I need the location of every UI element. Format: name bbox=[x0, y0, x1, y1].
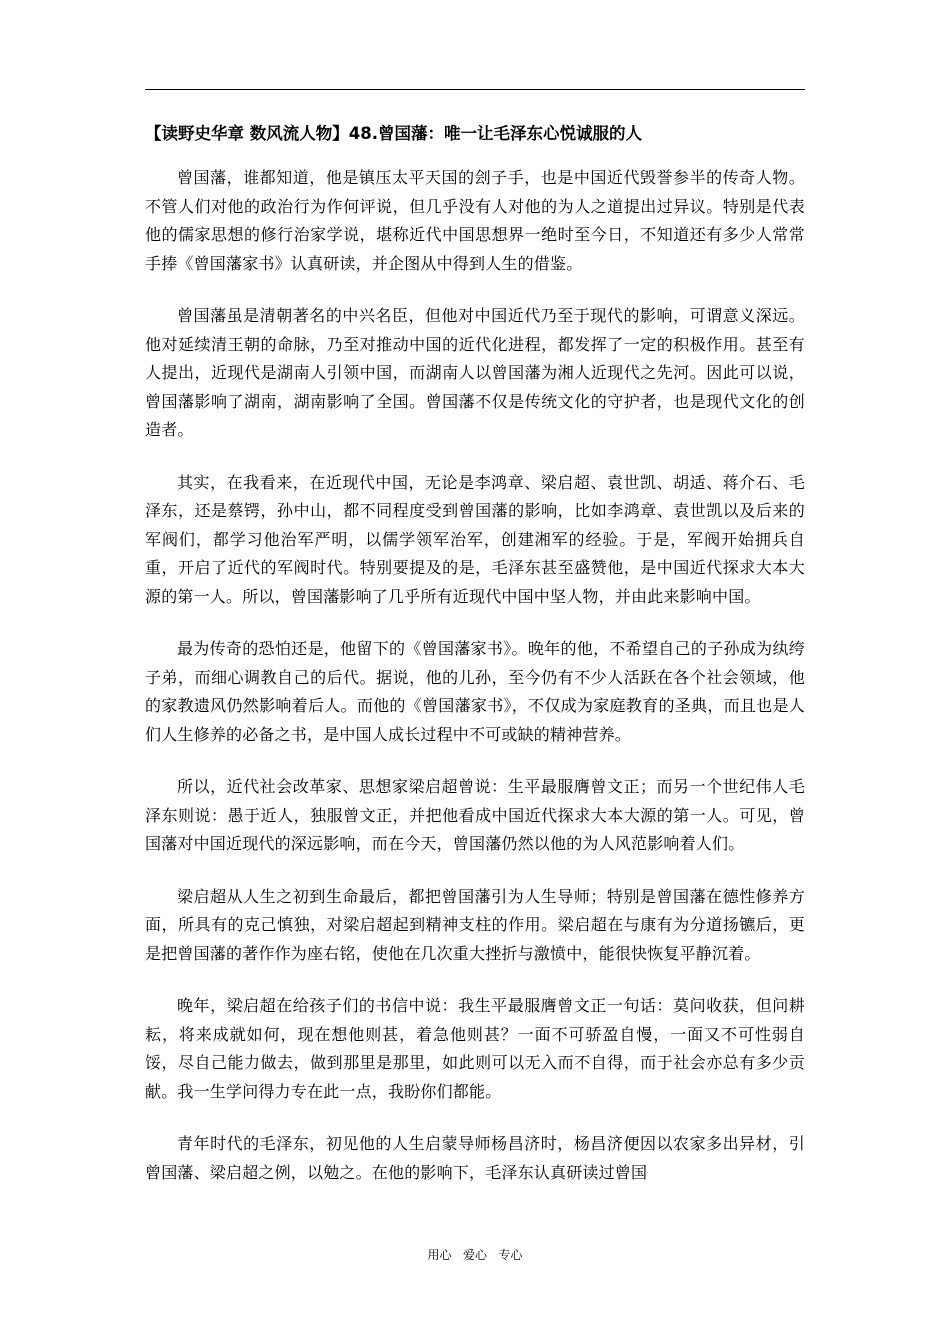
paragraph-4: 最为传奇的恐怕还是，他留下的《曾国藩家书》。晚年的他，不希望自己的子孙成为纨绔子弟，而细心调教自己的后代。据说，他的儿孙，至今仍有不少人活跃在各个社会领域，他的家教遗风仍然影响着后人。而他的《曾国藩家书》，不仅成为家庭教育的圣典，而且也是人们人生修养的必备之书，是中国人成长过程中不可或缺的精神营养。 bbox=[145, 639, 805, 744]
paragraph-2: 曾国藩虽是清朝著名的中兴名臣，但他对中国近代乃至于现代的影响，可谓意义深远。他对延续清王朝的命脉，乃至对推动中国的近代化进程，都发挥了一定的积极作用。甚至有人提出，近现代是湖南人引领中国，而湖南人以曾国藩为湘人近现代之先河。因此可以说，曾国藩影响了湖南，湖南影响了全国。曾国藩不仅是传统文化的守护者，也是现代文化的创造者。 bbox=[145, 306, 805, 439]
document-title: 【读野史华章 数风流人物】48.曾国藩：唯一让毛泽东心悦诚服的人 bbox=[145, 124, 642, 143]
paragraph-7: 晚年，梁启超在给孩子们的书信中说：我生平最服膺曾文正一句话：莫问收获，但问耕耘，将来成就如何，现在想他则甚，着急他则甚？一面不可骄盈自慢，一面又不可性弱自馁，尽自己能力做去，做到那里是那里，如此则可以无入而不自得，而于社会亦总有多少贡献。我一生学问得力专在此一点，我盼你们都能。 bbox=[145, 996, 805, 1101]
document-body bbox=[145, 118, 805, 1211]
paragraph-1: 曾国藩，谁都知道，他是镇压太平天国的刽子手，也是中国近代毁誉参半的传奇人物。不管人们对他的政治行为作何评说，但几乎没有人对他的为人之道提出过异议。特别是代表他的儒家思想的修行治家学说，堪称近代中国思想界一绝时至今日，不知道还有多少人常常手捧《曾国藩家书》认真研读，并企图从中得到人生的借鉴。 bbox=[145, 168, 805, 273]
paragraph-5: 所以，近代社会改革家、思想家梁启超曾说：生平最服膺曾文正；而另一个世纪伟人毛泽东则说：愚于近人，独服曾文正，并把他看成中国近代探求大本大源的第一人。可见，曾国藩对中国近现代的深远影响，而在今天，曾国藩仍然以他的为人风范影响着人们。 bbox=[145, 777, 805, 853]
paragraph-8: 青年时代的毛泽东，初见他的人生启蒙导师杨昌济时，杨昌济便因以农家多出异材，引曾国藩、梁启超之例，以勉之。在他的影响下，毛泽东认真研读过曾国 bbox=[145, 1134, 805, 1182]
paragraph-3: 其实，在我看来，在近现代中国，无论是李鸿章、梁启超、袁世凯、胡适、蒋介石、毛泽东，还是蔡锷，孙中山，都不同程度受到曾国藩的影响，比如李鸿章、袁世凯以及后来的军阀们，都学习他治军严明，以儒学领军治军，创建湘军的经验。于是，军阀开始拥兵自重，开启了近代的军阀时代。特别要提及的是，毛泽东甚至盛赞他，是中国近代探求大本大源的第一人。所以，曾国藩影响了几乎所有近现代中国中坚人物，并由此来影响中国。 bbox=[145, 472, 805, 606]
paragraph-6: 梁启超从人生之初到生命最后，都把曾国藩引为人生导师；特别是曾国藩在德性修养方面，所具有的克己慎独，对梁启超起到精神支柱的作用。梁启超在与康有为分道扬镳后，更是把曾国藩的著作作为座右铭，使他在几次重大挫折与激愤中，能很快恢复平静沉着。 bbox=[145, 886, 805, 963]
header-rule bbox=[145, 89, 805, 90]
page-footer: 用心 爱心 专心 bbox=[427, 1248, 523, 1262]
